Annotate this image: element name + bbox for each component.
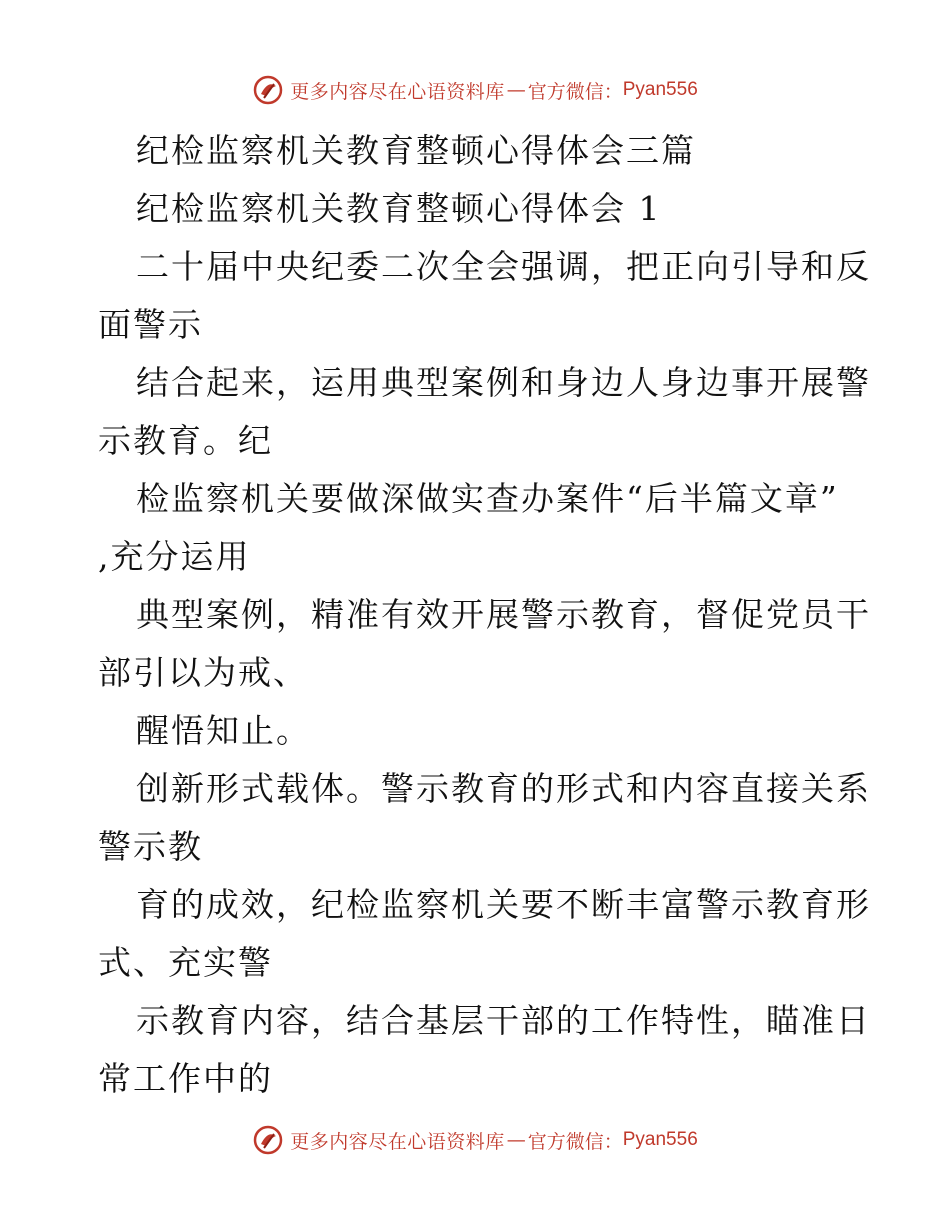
brand-logo-icon [252,1124,284,1156]
header-banner [0,70,950,110]
banner-text: 更多内容尽在心语资料库 [290,80,505,103]
banner-wechat-label: 官方微信： [527,1130,623,1153]
paragraph-line: 警示教 [98,827,203,866]
paragraph-line: 检监察机关要做深做实查办案件“后半篇文章” [136,479,839,518]
document-title: 纪检监察机关教育整顿心得体会三篇 [136,131,696,170]
banner-wechat-label: 官方微信： [527,80,623,103]
paragraph-line: 醒悟知止。 [136,711,311,750]
paragraph-line: 部引以为戒、 [98,653,308,692]
paragraph-line: 典型案例，精准有效开展警示教育，督促党员干 [136,595,871,634]
banner-dash: — [506,1129,526,1151]
paragraph-line: 示教育内容，结合基层干部的工作特性，瞄准日 [136,1001,871,1040]
footer-banner [0,1120,950,1160]
paragraph-line: 面警示 [98,305,203,344]
brand-logo-icon [252,74,284,106]
paragraph-line: 示教育。纪 [98,421,273,460]
paragraph-line: 育的成效，纪检监察机关要不断丰富警示教育形 [136,885,871,924]
banner-wechat-id: Pyan556 [622,79,698,100]
banner-dash: — [506,79,526,101]
banner-text: 更多内容尽在心语资料库 [290,1130,505,1153]
banner-wechat-id: Pyan556 [622,1129,698,1150]
paragraph-line: 二十届中央纪委二次全会强调，把正向引导和反 [136,247,871,286]
section-heading: 纪检监察机关教育整顿心得体会 1 [136,189,662,228]
paragraph-line: 常工作中的 [98,1059,273,1098]
document-body [98,122,871,1108]
paragraph-line: 创新形式载体。警示教育的形式和内容直接关系 [136,769,871,808]
paragraph-line: ,充分运用 [98,537,251,576]
paragraph-line: 式、充实警 [98,943,273,982]
paragraph-line: 结合起来，运用典型案例和身边人身边事开展警 [136,363,871,402]
